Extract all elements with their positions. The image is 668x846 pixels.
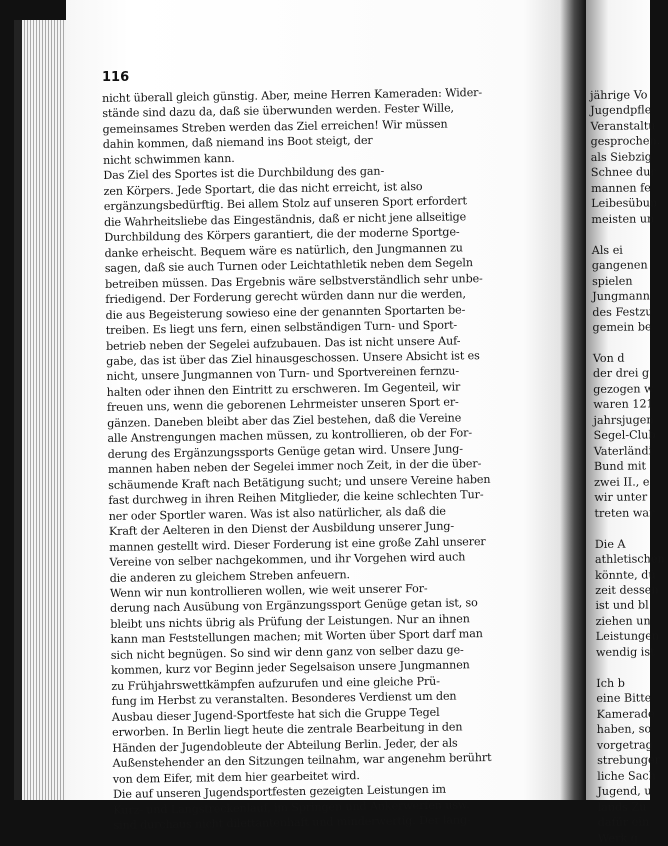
text-line: Leibesübun: [591, 196, 658, 211]
text-line: haben, so: [596, 722, 652, 737]
text-line: Vaterländi: [593, 444, 653, 458]
text-line: wir unter: [594, 490, 648, 505]
text-line: [595, 520, 657, 536]
text-line: Werk g: [597, 831, 638, 845]
text-line: erworben. In Berlin liegt heute die zentrale Bearbeitung in den: [111, 720, 463, 740]
text-line: nicht überall gleich günstig. Aber, meine Herren Kameraden: Wider-: [102, 86, 483, 105]
text-line: friedigend. Der Forderung gerecht würden dann nur die werden,: [105, 287, 466, 307]
text-line: alle Anstrengungen machen müssen, zu kontrollieren, ob der For-: [107, 426, 473, 446]
text-line: [596, 660, 658, 676]
text-line: dahin kommen, daß niemand ins Boot steigt, der: [102, 134, 373, 152]
text-line: Die auf unseren Jugendsportfesten gezeigten Leistungen im: [112, 782, 446, 802]
text-line: treiben. Es liegt uns fern, einen selbständigen Turn- und Sport-: [105, 318, 458, 338]
text-line: des Festzu: [592, 304, 653, 319]
text-line: athletischen: [594, 552, 665, 567]
text-line: nicht schwimmen kann.: [102, 151, 235, 167]
text-line: ner oder Sportler waren. Was ist also natürlicher, als daß die: [108, 504, 446, 523]
text-line: [591, 227, 653, 243]
text-line: waren 121: [593, 397, 654, 412]
text-line: Jugendpfle: [590, 103, 652, 118]
text-line: schäumende Kraft nach Betätigung sucht; und unsere Vereine haben: [108, 472, 491, 492]
text-line: liche Sach: [597, 768, 656, 783]
text-line: sind durchaus nicht dilettantenhaft und minderwertig. Der lang-: [113, 813, 471, 832]
text-line: Leistungen: [595, 629, 660, 644]
text-line: fung im Herbst zu veranstalten. Besonderes Verdienst um den: [111, 689, 457, 709]
text-line: meisten un: [591, 212, 655, 226]
text-line: mannen haben neben der Segelei immer noch Zeit, in der die über-: [107, 457, 482, 477]
text-line: von dem Eifer, mit dem hier gearbeitet wird.: [112, 768, 360, 786]
text-line: die aus Begeisterung sowieso eine der genannten Sportarten be-: [105, 302, 466, 322]
text-line: Außenstehender an den Sitzungen teilnahm, war angenehm berührt: [112, 751, 492, 771]
text-line: Vereine von selber nachgekommen, und ihr Vorgehen wird auch: [109, 550, 466, 570]
text-line: zen Körpers. Jede Sportart, die das nicht erreicht, ist also: [103, 179, 423, 198]
text-line: derung nach Ausübung von Ergänzungssport Genüge getan ist, so: [110, 596, 478, 616]
text-line: Veranstaltu: [590, 119, 656, 133]
text-line: Durchbildung des Körpers garantiert, die der moderne Sportge-: [104, 225, 460, 245]
text-line: die Wahrheitsliebe das Eingeständnis, daß er nicht jene allseitige: [103, 210, 467, 229]
text-line: Ausbau dieser Jugend-Sportfeste hat sich die Gruppe Tegel: [111, 705, 440, 724]
text-line: dafür ein: [597, 815, 650, 829]
text-line: zu Frühjahrswettkämpfen aufzurufen und eine gleiche Prü-: [111, 674, 440, 693]
text-line: vorgetrag: [596, 738, 653, 752]
text-line: Kurz- und Langstreckenlauf, im Springen und Ankerwerfen usw.: [113, 797, 470, 817]
text-line: Schnee dur: [590, 165, 656, 180]
page-number: 116: [102, 70, 130, 85]
text-line: betreiben müssen. Das Ergebnis wäre selbstverständlich sehr unbe-: [104, 271, 483, 291]
text-line: Wenn wir nun kontrollieren wollen, wie weit unserer For-: [109, 581, 428, 600]
text-line: Jugend, u: [597, 784, 652, 799]
text-line: Ich b: [596, 676, 625, 690]
text-line: gangenen: [591, 258, 648, 273]
text-line: Kamerade: [596, 707, 655, 721]
text-line: ist und bl: [595, 598, 649, 613]
text-line: wendig ist: [595, 645, 655, 659]
text-line: betrieb neben der Segelei aufzubauen. Das ist nicht unsere Auf-: [105, 333, 461, 353]
text-line: danke erheischt. Bequem wäre es natürlich, den Jungmannen zu: [104, 241, 463, 260]
right-page-text-fragment: [590, 87, 665, 846]
text-line: ziehen un: [595, 614, 651, 628]
text-line: gabe, das ist über das Ziel hinausgeschossen. Unsere Absicht ist es: [106, 349, 480, 368]
text-line: als Siebzig: [590, 150, 653, 164]
text-line: Segel-Club: [593, 428, 656, 443]
text-line: gezogen w: [593, 382, 654, 396]
text-line: kommen, kurz vor Beginn jeder Segelsaison unsere Jungmannen: [111, 658, 470, 678]
text-line: gemeinsames Streben werden das Ziel erreichen! Wir müssen: [102, 117, 448, 136]
text-line: [593, 335, 655, 351]
text-line: treten war: [594, 506, 655, 520]
left-page-body-text: [102, 84, 579, 834]
text-line: Die A: [594, 537, 626, 551]
text-line: könnte, dü: [595, 567, 656, 582]
text-line: derung des Ergänzungssports Genüge getan wird. Unsere Jung-: [107, 442, 463, 461]
text-line: strebunger: [596, 753, 661, 768]
text-line: Jungmann: [592, 289, 650, 304]
text-line: eine Bitte: [596, 691, 652, 706]
text-line: jahrsjugen: [593, 413, 654, 427]
text-line: jährige Vo: [590, 88, 648, 102]
text-line: Das Ziel des Sportes ist die Durchbildung des gan-: [103, 164, 385, 183]
text-line: sich nicht begnügen. So sind wir denn ganz von selber dazu ge-: [110, 643, 464, 662]
text-line: mannen fe: [590, 181, 651, 195]
text-line: halten oder ihnen den Eintritt zu erschweren. Im Gegenteil, wir: [106, 380, 461, 399]
text-line: spielen: [591, 274, 633, 288]
text-line: Bund mit: [593, 459, 647, 474]
text-line: gesprochen.: [590, 134, 661, 149]
text-line: zwei II., e: [594, 475, 650, 489]
text-line: Händen der Jugendobleute der Abteilung Berlin. Jeder, der als: [112, 736, 458, 755]
text-line: Von d: [592, 351, 625, 365]
text-line: sagen, daß sie auch Turnen oder Leichtathletik neben dem Segeln: [104, 256, 473, 276]
text-line: bleibt uns nichts übrig als Prüfung der Leistungen. Nur an ihnen: [110, 612, 470, 631]
text-line: Als ei: [591, 243, 623, 257]
text-line: fast durchweg in ihren Reihen Mitglieder, die keine schlechten Tur-: [108, 488, 484, 508]
text-line: die anderen zu gleichem Streben anfeuern.: [109, 567, 350, 585]
text-line: nicht, unsere Jungmannen von Turn- und Sportvereinen fernzu-: [106, 364, 460, 384]
text-line: lands Zu: [597, 800, 647, 814]
text-line: kann man Feststellungen machen; mit Worten über Sport darf man: [110, 627, 483, 647]
text-line: der drei g: [592, 366, 650, 381]
text-line: ergänzungsbedürftig. Bei allem Stolz auf unseren Sport erfordert: [103, 194, 467, 214]
text-line: gemein be: [592, 320, 652, 335]
text-line: mannen gestellt wird. Dieser Forderung ist eine große Zahl unserer: [109, 534, 486, 554]
text-line: zeit dessen: [595, 583, 659, 597]
text-line: Kraft der Aelteren in den Dienst der Ausbildung unserer Jung-: [108, 519, 455, 539]
text-line: freuen uns, wenn die geborenen Lehrmeister unseren Sport er-: [106, 395, 459, 415]
text-line: stände sind dazu da, daß sie überwunden werden. Fester Wille,: [102, 101, 455, 121]
text-line: gänzen. Daneben bleibt aber das Ziel bestehen, daß die Vereine: [107, 411, 462, 430]
